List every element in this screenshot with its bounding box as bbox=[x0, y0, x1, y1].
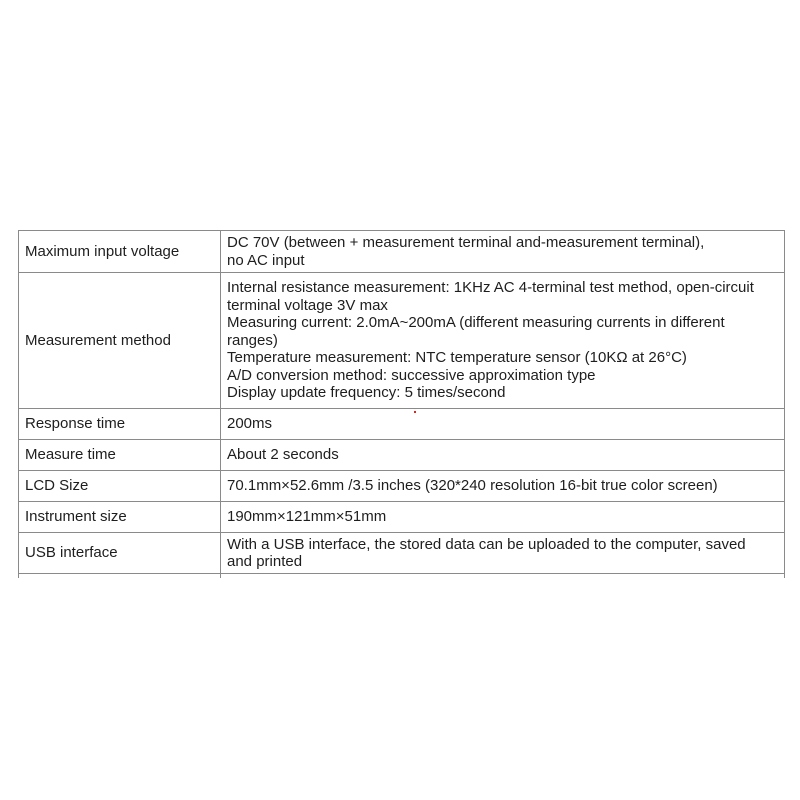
spec-row-usb-interface bbox=[19, 533, 785, 574]
row-value bbox=[221, 273, 785, 409]
row-value: 70.1mm×52.6mm /3.5 inches (320*240 resolution 16-bit true color screen) bbox=[221, 471, 785, 502]
tail-cell bbox=[19, 574, 221, 579]
value-line: Measuring current: 2.0mA~200mA (different measuring currents in different bbox=[227, 314, 725, 332]
value-line: Temperature measurement: NTC temperature sensor (10KΩ at 26°C) bbox=[227, 349, 687, 367]
row-label: Maximum input voltage bbox=[19, 231, 221, 273]
row-label: USB interface bbox=[19, 533, 221, 574]
tail-cell bbox=[221, 574, 785, 579]
value-line: and printed bbox=[227, 553, 303, 570]
row-value: About 2 seconds bbox=[221, 440, 785, 471]
value-line: Internal resistance measurement: 1KHz AC 4-terminal test method, open-circuit bbox=[227, 279, 754, 297]
value-line: terminal voltage 3V max bbox=[227, 296, 388, 314]
row-value bbox=[221, 231, 785, 273]
spec-row-lcd-size bbox=[19, 471, 785, 502]
table-tail-row bbox=[19, 574, 785, 579]
value-line: Display update frequency: 5 times/second bbox=[227, 384, 506, 402]
row-value: 200ms bbox=[221, 409, 785, 440]
spec-row-instrument-size bbox=[19, 502, 785, 533]
value-line: A/D conversion method: successive approximation type bbox=[227, 366, 596, 384]
spec-row-response-time bbox=[19, 409, 785, 440]
spec-row-measure-time bbox=[19, 440, 785, 471]
value-line: no AC input bbox=[227, 251, 305, 269]
row-label: Response time bbox=[19, 409, 221, 440]
row-label: Measurement method bbox=[19, 273, 221, 409]
value-line: With a USB interface, the stored data can be uploaded to the computer, saved bbox=[227, 535, 746, 553]
value-line: DC 70V (between + measurement terminal and-measurement terminal), bbox=[227, 234, 705, 251]
row-label: Measure time bbox=[19, 440, 221, 471]
spec-row-max-input-voltage bbox=[19, 231, 785, 273]
red-mark bbox=[414, 411, 416, 413]
row-label: LCD Size bbox=[19, 471, 221, 502]
row-label: Instrument size bbox=[19, 502, 221, 533]
spec-table bbox=[18, 230, 785, 578]
row-value bbox=[221, 533, 785, 574]
spec-row-measurement-method bbox=[19, 273, 785, 409]
value-line: ranges) bbox=[227, 331, 278, 349]
row-value: 190mm×121mm×51mm bbox=[221, 502, 785, 533]
